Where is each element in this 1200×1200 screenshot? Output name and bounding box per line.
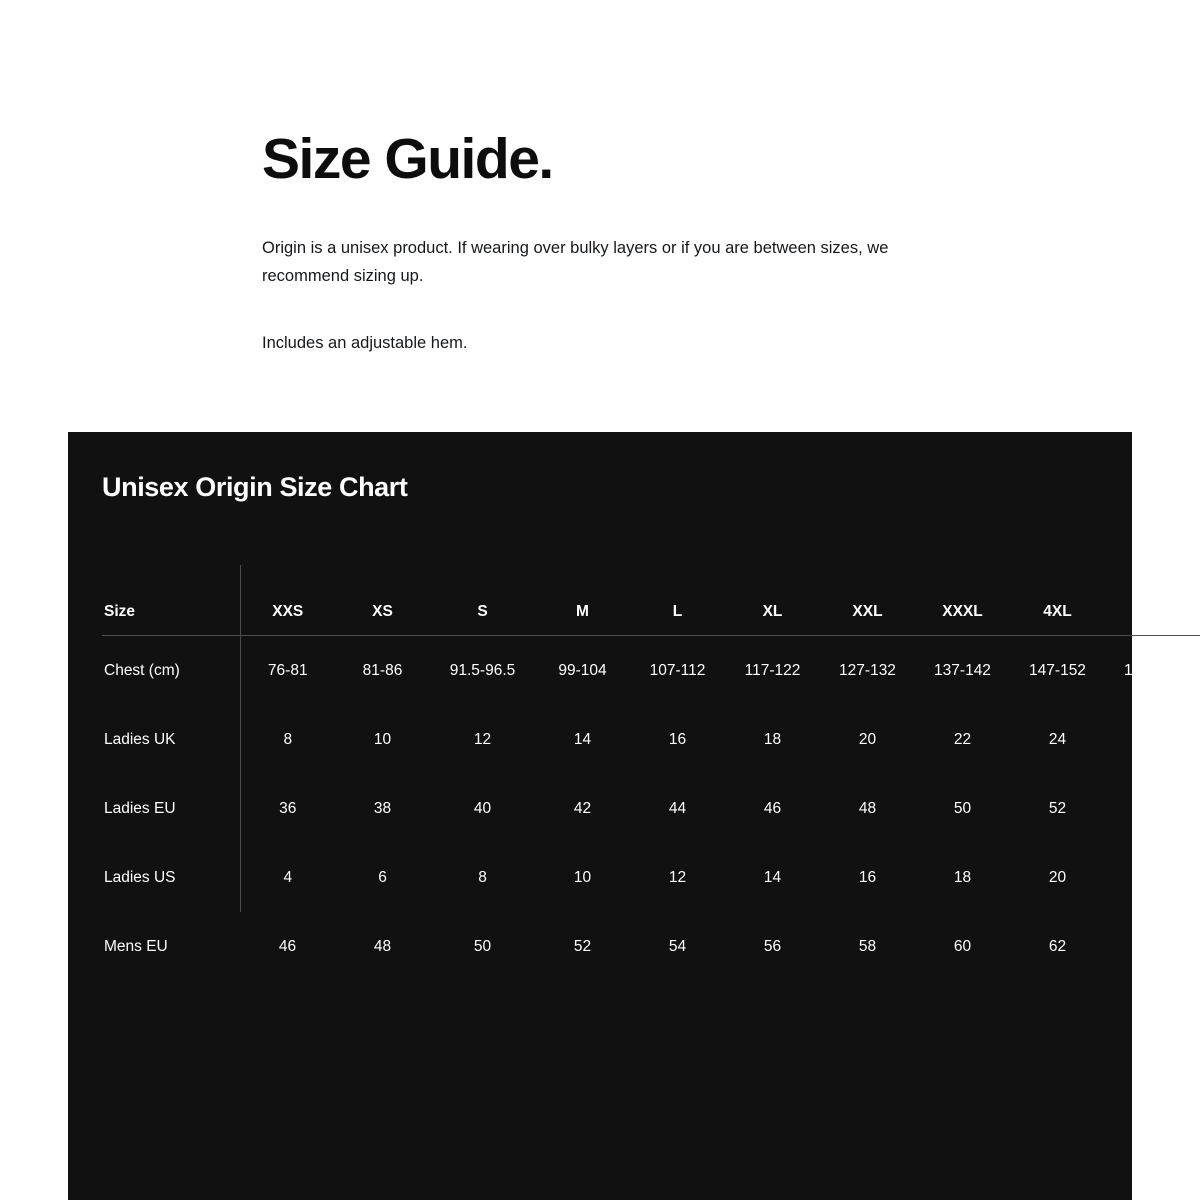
cell-chest-5xl: 157-162: [1124, 661, 1181, 679]
cell-ladies-eu-xxs: 36: [279, 799, 297, 817]
cell-mens-eu-xxl: 58: [858, 937, 877, 955]
table-row: [102, 912, 1200, 981]
cell-chest-l: 107-112: [649, 661, 706, 679]
size-chart-table: [102, 565, 1200, 981]
intro-paragraph-2: Includes an adjustable hem.: [262, 333, 468, 352]
column-header-xxl: XXL: [820, 565, 915, 636]
row-label-ladies-uk: Ladies UK: [102, 705, 240, 774]
cell-chest-xs: 81-86: [362, 661, 403, 679]
size-chart-title: Unisex Origin Size Chart: [102, 472, 408, 502]
cell-ladies-uk-4xl: 24: [1048, 730, 1067, 748]
cell-ladies-uk-xxs: 8: [283, 730, 293, 748]
cell-ladies-uk-xxl: 20: [858, 730, 877, 748]
column-header-m: M: [535, 565, 630, 636]
cell-ladies-us-xxs: 4: [283, 868, 293, 886]
cell-ladies-us-l: 12: [668, 868, 687, 886]
cell-mens-eu-xs: 48: [373, 937, 392, 955]
cell-mens-eu-l: 54: [668, 937, 687, 955]
cell-ladies-eu-4xl: 52: [1048, 799, 1067, 817]
intro-paragraph-1: Origin is a unisex product. If wearing over bulky layers or if you are between sizes, we recommend sizing up.: [262, 238, 889, 286]
column-header-s: S: [430, 565, 535, 636]
cell-ladies-us-xxl: 16: [858, 868, 877, 886]
row-label-mens-eu: Mens EU: [104, 937, 168, 955]
cell-ladies-eu-xxl: 48: [858, 799, 877, 817]
cell-ladies-uk-m: 14: [573, 730, 592, 748]
cell-ladies-uk-5xl: 26: [1143, 730, 1162, 748]
cell-chest-xxl: 127-132: [839, 661, 896, 679]
cell-chest-xl: 117-122: [744, 661, 801, 679]
table-row: [102, 636, 1200, 706]
cell-chest-m: 99-104: [558, 661, 607, 679]
cell-ladies-eu-l: 44: [668, 799, 687, 817]
page-title: Size Guide.: [262, 127, 553, 191]
cell-ladies-us-xs: 6: [378, 868, 387, 886]
column-header-l: L: [630, 565, 725, 636]
column-header-xxs: XXS: [240, 565, 335, 636]
cell-ladies-uk-xxxl: 22: [953, 730, 972, 748]
cell-mens-eu-xxxl: 60: [953, 937, 972, 955]
column-header-4xl: 4XL: [1010, 565, 1105, 636]
cell-ladies-us-xl: 14: [763, 868, 782, 886]
cell-ladies-uk-xs: 10: [373, 730, 392, 748]
cell-mens-eu-4xl: 62: [1048, 937, 1067, 955]
column-header-xxxl: XXXL: [915, 565, 1010, 636]
row-label-ladies-us: Ladies US: [102, 843, 240, 912]
table-row: [102, 774, 1200, 843]
cell-chest-xxs: 76-81: [267, 661, 308, 679]
cell-ladies-uk-xl: 18: [763, 730, 782, 748]
cell-ladies-eu-xl: 46: [763, 799, 782, 817]
cell-ladies-uk-l: 16: [668, 730, 687, 748]
row-label-ladies-eu: Ladies EU: [102, 774, 240, 843]
table-row: [102, 843, 1200, 912]
cell-ladies-us-4xl: 20: [1048, 868, 1067, 886]
cell-mens-eu-5xl: 64: [1143, 937, 1162, 955]
cell-ladies-us-xxxl: 18: [953, 868, 972, 886]
size-chart-panel: [68, 432, 1181, 1200]
cell-ladies-eu-m: 42: [573, 799, 592, 817]
size-chart-header-row: [102, 565, 1200, 636]
cell-chest-s: 91.5-96.5: [449, 661, 516, 679]
cell-ladies-eu-xs: 38: [373, 799, 392, 817]
cell-mens-eu-xxs: 46: [278, 937, 297, 955]
cell-ladies-eu-5xl: 54: [1143, 799, 1162, 817]
cell-ladies-eu-xxxl: 50: [953, 799, 972, 817]
column-header-5xl: 5XL: [1105, 565, 1200, 636]
cell-chest-xxxl: 137-142: [934, 661, 991, 679]
cell-mens-eu-xl: 56: [763, 937, 782, 955]
cell-ladies-uk-s: 12: [473, 730, 492, 748]
row-label-chest: Chest (cm): [102, 636, 240, 706]
cell-chest-4xl: 147-152: [1029, 661, 1086, 679]
column-header-xl: XL: [725, 565, 820, 636]
cell-ladies-us-s: 8: [478, 868, 487, 886]
cell-mens-eu-m: 52: [573, 937, 592, 955]
cell-mens-eu-s: 50: [473, 937, 492, 955]
cell-ladies-eu-s: 40: [473, 799, 492, 817]
table-row: [102, 705, 1200, 774]
column-header-size: Size: [102, 565, 240, 636]
cell-ladies-us-5xl: 22: [1143, 868, 1162, 886]
column-header-xs: XS: [335, 565, 430, 636]
intro-section: [262, 127, 1002, 357]
cell-ladies-us-m: 10: [573, 868, 592, 886]
